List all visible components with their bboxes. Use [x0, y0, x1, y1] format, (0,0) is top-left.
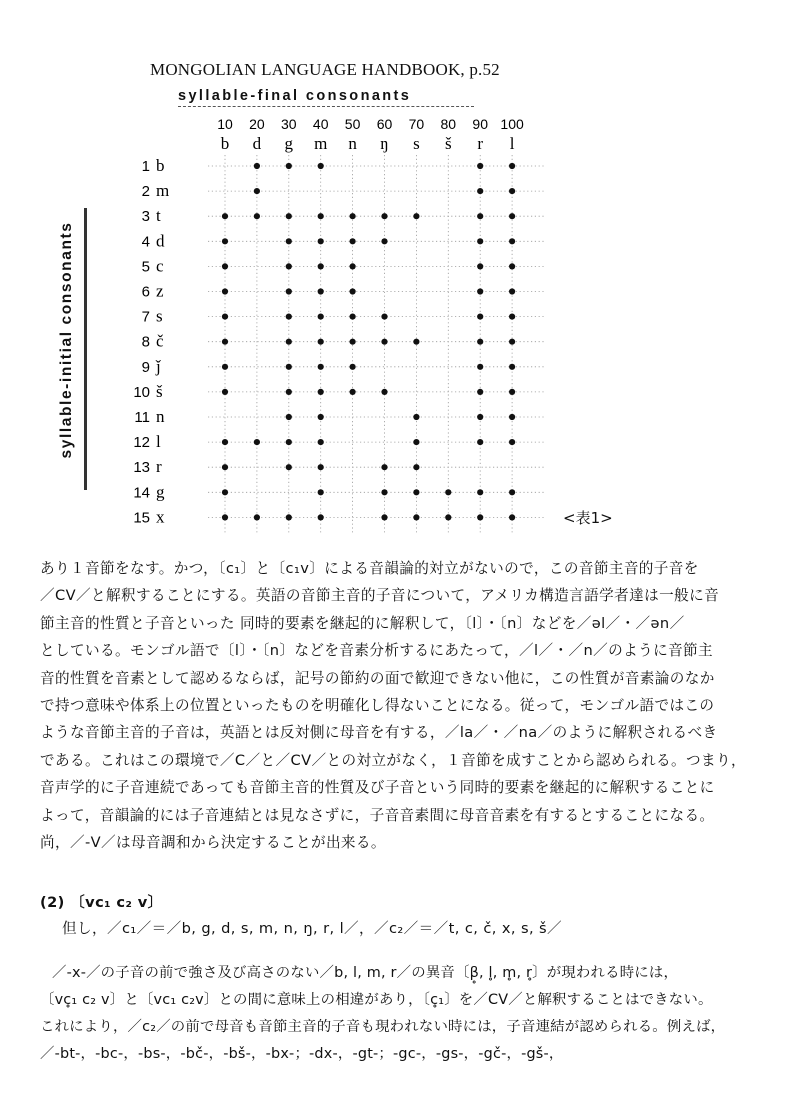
row-number: 13 [133, 459, 150, 477]
combination-dot [286, 263, 292, 269]
combination-dot [477, 163, 483, 169]
section-2 [40, 890, 790, 942]
row-letter: b [156, 156, 165, 175]
column-number: 20 [249, 116, 265, 132]
row-letter: z [156, 281, 164, 301]
combination-dot [509, 213, 515, 219]
row-letter: ǰ [156, 356, 161, 376]
combination-dot [509, 414, 515, 420]
row-number: 12 [133, 434, 150, 452]
text-line: である。これはこの環境で／C／と／CV／との対立がなく，１音節を成すことから認められる。つまり， [40, 751, 746, 769]
combination-dot [222, 314, 228, 320]
combination-dot [286, 364, 292, 370]
combination-dot [509, 163, 515, 169]
row-letter: s [156, 306, 163, 326]
text-line: あり１音節をなす。かつ，〔c₁〕と〔c₁v〕による音韻論的対立がないので，この音節主音的子音を [40, 560, 699, 577]
combination-dot [254, 163, 260, 169]
text-line: で持つ意味や体系上の位置といったものを明確化し得ないことになる。従って，モンゴル語ではこの [40, 697, 715, 715]
text-line: ／CV／と解釈することにする。英語の音節主音的子音について，アメリカ構造言語学者達は一般に音 [40, 587, 720, 605]
row-number: 9 [141, 358, 150, 376]
column-letter: m [314, 134, 328, 153]
combination-dot [477, 414, 483, 420]
combination-dot [318, 364, 324, 370]
combination-dot [222, 288, 228, 294]
combination-dot [445, 489, 451, 495]
combination-dot [222, 213, 228, 219]
column-headers [217, 116, 524, 153]
text-line: ような音節主音的子音は，英語とは反対側に母音を有する，／la／・／na／のように解釈されるべき [40, 724, 718, 742]
combination-dot [286, 163, 292, 169]
combination-dot [509, 439, 515, 445]
combination-dot [477, 489, 483, 495]
row-letter: r [156, 457, 162, 477]
column-letter: n [348, 134, 357, 153]
page-title: MONGOLIAN LANGUAGE HANDBOOK, p.52 [150, 60, 500, 79]
combination-dot [318, 514, 324, 520]
combination-dot [222, 339, 228, 345]
section-heading: (2) 〔vc₁ c₂ v〕 [40, 894, 163, 911]
combination-dot [222, 263, 228, 269]
combination-dot [509, 263, 515, 269]
column-letter: l [509, 134, 515, 153]
combination-dot [350, 238, 356, 244]
combination-dot [477, 314, 483, 320]
combination-dot [477, 188, 483, 194]
combination-dot [477, 213, 483, 219]
row-number: 11 [134, 409, 150, 426]
column-letter: š [444, 134, 452, 153]
combination-dot [477, 514, 483, 520]
combination-dot [222, 238, 228, 244]
combination-dot [222, 364, 228, 370]
column-number: 70 [408, 116, 425, 132]
column-letter: r [477, 134, 484, 153]
combination-dot [318, 238, 324, 244]
table-caption: <表1> [563, 509, 613, 527]
combination-dot [381, 389, 387, 395]
combination-dot [445, 514, 451, 520]
paragraph-1 [40, 555, 790, 856]
text-line: 音的性質を音素として認めるならば，記号の節約の面で歓迎できない他に，この性質が音素論のなか [40, 669, 715, 687]
paragraph-2 [40, 960, 795, 1068]
combination-dot [286, 314, 292, 320]
column-number: 40 [312, 116, 329, 132]
combination-dot [477, 238, 483, 244]
column-letter: b [220, 134, 230, 153]
row-number: 3 [141, 208, 150, 226]
combination-dot [413, 439, 419, 445]
row-number: 2 [141, 183, 150, 201]
combination-dot [318, 314, 324, 320]
row-letter: l [156, 432, 161, 452]
combination-dot [381, 238, 387, 244]
combination-dot [318, 439, 324, 445]
combination-dot [381, 339, 387, 345]
column-number: 60 [376, 116, 393, 132]
text-line: 節主音的性質と子音といった 同時的要素を継起的に解釈して，〔l〕・〔n〕などを／əl／・／ən／ [40, 614, 685, 632]
text-line: よって，音韻論的には子音連結とは見なさずに，子音音素間に母音音素を有するとすることになる。 [40, 806, 715, 824]
combination-dot [350, 389, 356, 395]
row-number: 5 [141, 258, 150, 276]
column-number: 100 [500, 116, 524, 132]
combination-dot [286, 288, 292, 294]
combination-dot [381, 314, 387, 320]
combination-dot [286, 414, 292, 420]
combination-dot [318, 489, 324, 495]
column-number: 80 [440, 116, 457, 132]
combination-dot [350, 339, 356, 345]
combination-dot [477, 288, 483, 294]
combination-dot [286, 439, 292, 445]
combination-dot [413, 514, 419, 520]
combination-dot [509, 288, 515, 294]
column-number: 90 [472, 116, 488, 132]
combination-dot [413, 339, 419, 345]
row-number: 15 [133, 509, 150, 527]
combination-dot [254, 439, 260, 445]
row-letter: m [156, 181, 170, 201]
y-axis-label: syllable-initial consonants [58, 221, 75, 459]
combination-dot [413, 464, 419, 470]
row-letter: c [156, 256, 164, 276]
combination-dot [318, 414, 324, 420]
column-number: 30 [281, 116, 297, 132]
combination-dot [318, 213, 324, 219]
combination-dot [318, 163, 324, 169]
combination-dot [413, 213, 419, 219]
text-line: 音声学的に子音連続であっても音節主音的性質及び子音という同時的要素を継起的に解釈することに [40, 779, 715, 797]
combination-dot [318, 464, 324, 470]
combination-dot [509, 339, 515, 345]
text-line: 〔vc̥₁ c₂ v〕と〔vc₁ c₂v〕との間に意味上の相違があり，〔c̥₁〕を／CV／と解釈することはできない。 [40, 992, 713, 1008]
column-number: 10 [217, 116, 233, 132]
combination-dot [350, 364, 356, 370]
row-number: 4 [141, 233, 150, 251]
text-line: としている。モンゴル語で〔l〕・〔n〕などを音素分析するにあたって，／l／・／n／のように音節主 [40, 642, 714, 660]
combination-dot [477, 364, 483, 370]
combination-dot [318, 288, 324, 294]
combination-dot [286, 464, 292, 470]
combination-dot [254, 514, 260, 520]
combination-dot [222, 489, 228, 495]
combination-dot [318, 389, 324, 395]
text-line: ／-bt-，-bc-，-bs-，-bč-，-bš-，-bx-；-dx-，-gt-；-gc-，-gs-，-gč-，-gš-， [40, 1046, 564, 1062]
combination-dot [381, 213, 387, 219]
combination-dot [509, 314, 515, 320]
combination-dot [222, 514, 228, 520]
column-letter: s [413, 134, 420, 153]
row-number: 14 [133, 484, 150, 502]
combination-dot [509, 514, 515, 520]
row-letter: d [156, 231, 165, 251]
row-letter: t [156, 206, 161, 226]
combination-dot [381, 514, 387, 520]
combination-dot [222, 464, 228, 470]
combination-dot [509, 489, 515, 495]
combination-dot [286, 339, 292, 345]
row-headers [133, 156, 169, 526]
column-number: 50 [344, 116, 361, 132]
text-line: 尚，／-V／は母音調和から決定することが出来る。 [40, 834, 386, 852]
combination-dot [286, 389, 292, 395]
row-number: 6 [141, 283, 150, 301]
combination-dot [286, 238, 292, 244]
combination-dot [477, 439, 483, 445]
combination-dot [509, 364, 515, 370]
row-letter: n [156, 407, 165, 426]
gridlines [208, 155, 545, 535]
consonant-table [0, 0, 800, 545]
row-letter: č [156, 331, 164, 351]
combination-dot [254, 213, 260, 219]
combination-dot [286, 514, 292, 520]
combination-dot [286, 213, 292, 219]
combination-dot [381, 489, 387, 495]
row-number: 8 [141, 333, 150, 351]
combination-dot [350, 213, 356, 219]
combination-dot [350, 288, 356, 294]
combination-dot [509, 238, 515, 244]
combination-dot [413, 414, 419, 420]
combination-dot [222, 389, 228, 395]
combination-dot [477, 263, 483, 269]
combination-dot [477, 339, 483, 345]
column-letter: ŋ [380, 134, 389, 153]
column-letter: g [284, 134, 294, 153]
combination-dot [350, 263, 356, 269]
combination-dot [381, 464, 387, 470]
combination-dot [413, 489, 419, 495]
row-letter: š [156, 381, 163, 401]
text-line: これにより，／c₂／の前で母音も音節主音的子音も現われない時には，子音連結が認められる。例えば， [40, 1019, 726, 1035]
combination-dot [350, 314, 356, 320]
table-title: syllable-final consonants [178, 88, 412, 104]
column-letter: d [252, 134, 262, 153]
row-letter: g [156, 482, 165, 502]
combination-dot [254, 188, 260, 194]
combination-dot [318, 339, 324, 345]
combination-dot [477, 389, 483, 395]
combination-dot [318, 263, 324, 269]
text-line: ／-x-／の子音の前で強さ及び高さのない／b, l, m, r／の異音〔β̥, l̥, m̥, r̥〕が現われる時には， [52, 965, 679, 981]
row-number: 7 [141, 308, 150, 326]
combination-dot [222, 439, 228, 445]
row-number: 1 [141, 158, 150, 175]
row-number: 10 [133, 383, 150, 401]
row-letter: x [156, 507, 165, 527]
section-definition: 但し，／c₁／＝／b, g, d, s, m, n, ŋ, r, l／，／c₂／＝／t, c, č, x, s, š／ [62, 920, 563, 937]
combination-dot [509, 389, 515, 395]
combination-dot [509, 188, 515, 194]
